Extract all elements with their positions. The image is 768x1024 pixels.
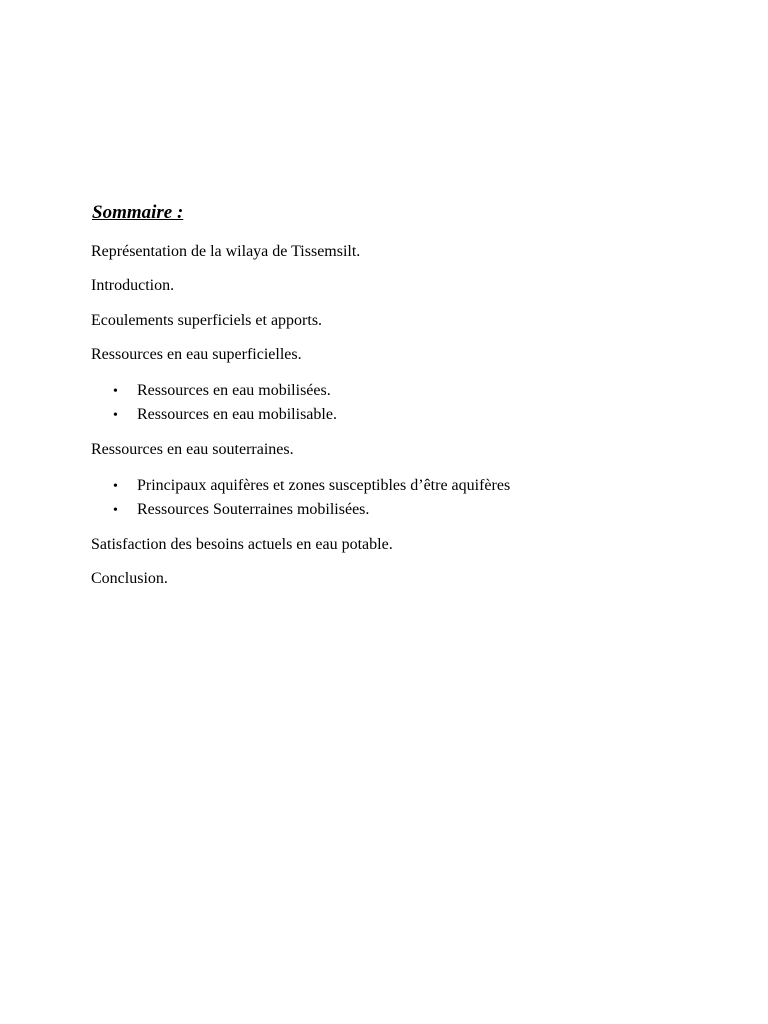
summary-item-ressources-souterraines: Ressources en eau souterraines. (91, 441, 294, 458)
bullet-icon: • (113, 384, 118, 399)
bullet-item-label: Ressources en eau mobilisées. (137, 382, 331, 399)
summary-item-representation: Représentation de la wilaya de Tissemsilt. (91, 243, 361, 260)
bullet-icon: • (113, 503, 118, 518)
bullet-icon: • (113, 408, 118, 423)
bullet-item-label: Ressources en eau mobilisable. (137, 406, 337, 423)
bullet-item-label: Ressources Souterraines mobilisées. (137, 501, 370, 518)
bullet-item-label: Principaux aquifères et zones susceptibles d’être aquifères (137, 477, 511, 494)
summary-item-satisfaction: Satisfaction des besoins actuels en eau potable. (91, 536, 393, 553)
bullet-item-souterraines-mobilisees (113, 500, 369, 521)
summary-item-ecoulements: Ecoulements superficiels et apports. (91, 312, 323, 329)
summary-item-introduction: Introduction. (91, 277, 175, 294)
summary-title: Sommaire : (92, 202, 184, 223)
bullet-item-mobilisable (113, 405, 337, 426)
bullet-item-aquiferes (113, 476, 510, 497)
bullet-icon: • (113, 479, 118, 494)
summary-item-conclusion: Conclusion. (91, 570, 168, 587)
summary-item-ressources-superficielles: Ressources en eau superficielles. (91, 346, 302, 363)
bullet-item-mobilisees (113, 381, 331, 402)
